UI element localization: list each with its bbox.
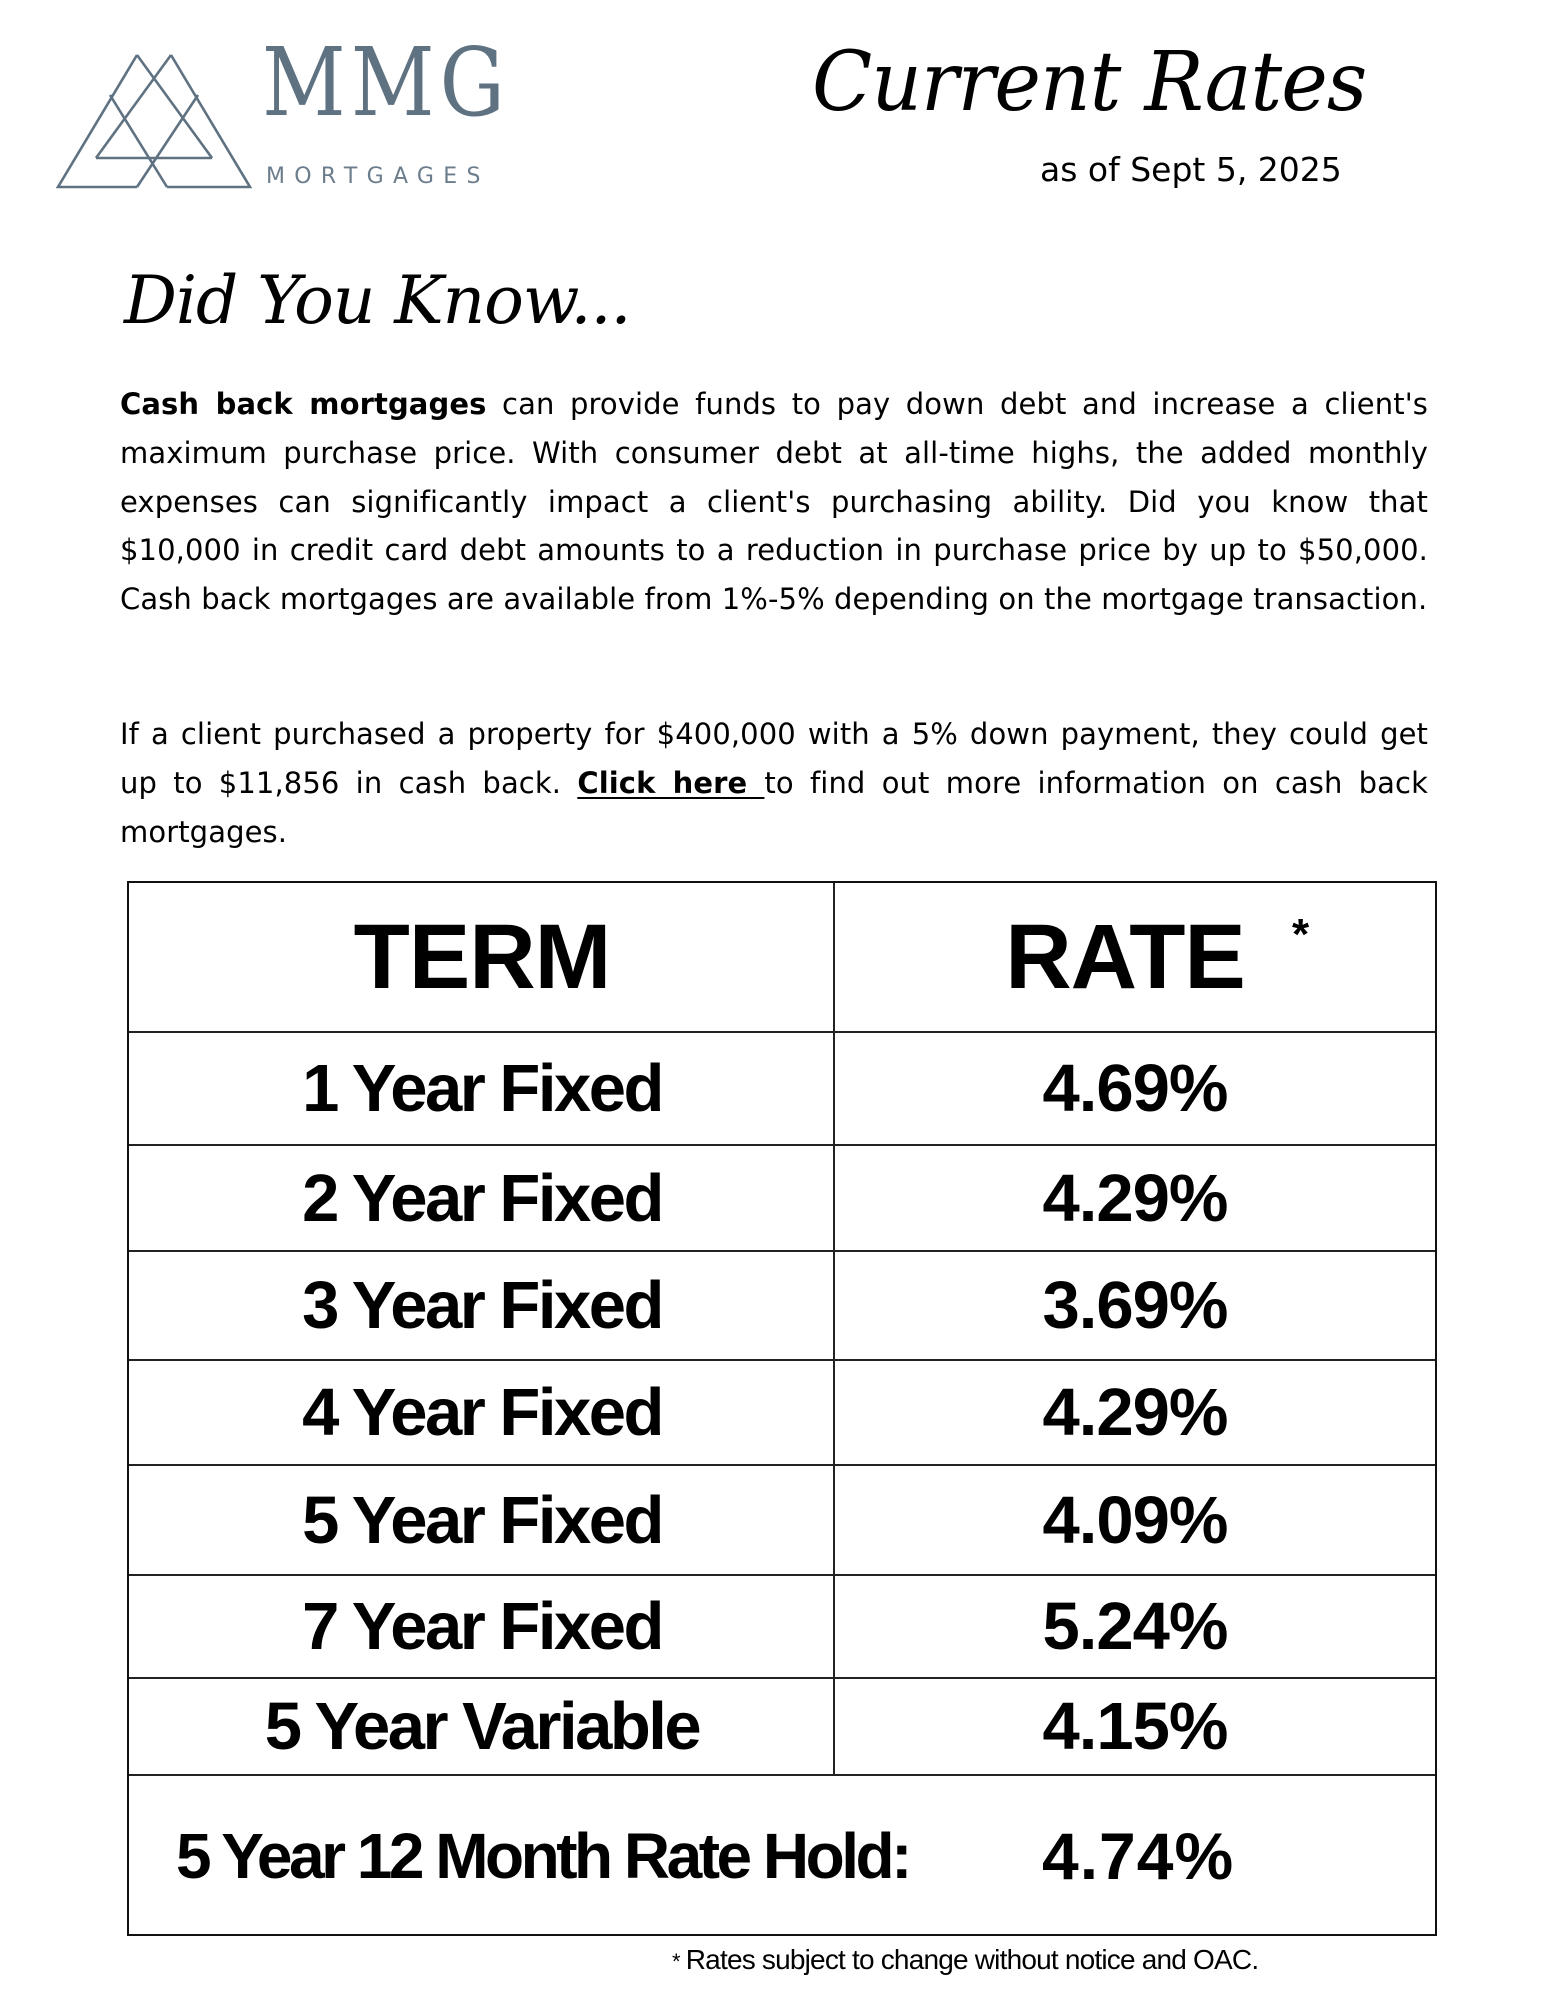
example-paragraph [120, 710, 1428, 856]
rate-cell: 4.29% [1042, 1160, 1228, 1236]
term-cell: 2 Year Fixed [302, 1160, 662, 1236]
brand-logo-mark [54, 50, 254, 192]
table-row [129, 1679, 1435, 1776]
rate-hold-row [129, 1776, 1435, 1936]
as-of-date: as of Sept 5, 2025 [1040, 150, 1342, 189]
table-row [129, 1146, 1435, 1252]
term-cell: 3 Year Fixed [302, 1268, 662, 1343]
footnote-text: Rates subject to change without notice and OAC. [685, 1944, 1259, 1975]
term-cell: 1 Year Fixed [302, 1051, 662, 1126]
table-row [129, 1466, 1435, 1576]
page-title: Current Rates [812, 35, 1367, 130]
click-here-link[interactable]: Click here [577, 765, 765, 800]
table-header-row [129, 883, 1435, 1033]
info-paragraph [120, 380, 1428, 624]
rate-asterisk: * [1292, 910, 1310, 959]
rate-cell: 5.24% [1042, 1589, 1228, 1664]
table-row [129, 1576, 1435, 1679]
term-cell: 4 Year Fixed [302, 1375, 662, 1450]
footnote [672, 1946, 1258, 1974]
header-rate [835, 883, 1435, 1031]
header-term: TERM [353, 905, 611, 1008]
header-rate-label: RATE [1005, 905, 1245, 1008]
rate-cell: 4.15% [1042, 1689, 1228, 1764]
section-heading: Did You Know... [124, 262, 631, 339]
triangles-logo-icon [54, 50, 254, 192]
brand-name: MMG [262, 28, 511, 138]
rate-cell: 4.29% [1042, 1375, 1228, 1450]
rate-hold-value: 4.74% [1042, 1819, 1235, 1893]
paragraph-text: If a client purchased a property for $400,000 with a 5% down payment, they could get up to $11,856 in cash back. [120, 717, 1428, 800]
footnote-marker: * [672, 1949, 680, 1974]
paragraph-text: to find out more information on cash back mortgages. [120, 765, 1428, 849]
rate-cell: 4.09% [1042, 1482, 1228, 1558]
table-row [129, 1252, 1435, 1361]
term-cell: 5 Year Fixed [302, 1482, 662, 1558]
rates-table [127, 881, 1437, 1936]
rate-hold-label: 5 Year 12 Month Rate Hold: [176, 1820, 909, 1892]
term-cell: 5 Year Variable [264, 1689, 700, 1764]
table-row [129, 1033, 1435, 1146]
paragraph-text: can provide funds to pay down debt and increase a client's maximum purchase price. With consumer debt at all-time highs, the added monthly expenses can significantly impact a client's purchasing ability. Did you know that $10,000 in credit card debt amounts to a reduction in purchase price by up to $50,000. Cash back mortgages are available from 1%-5% depending on the mortgage transaction. [120, 387, 1428, 617]
bold-lead: Cash back mortgages [120, 387, 487, 421]
table-row [129, 1361, 1435, 1466]
brand-subtitle: MORTGAGES [266, 164, 490, 189]
rate-cell: 3.69% [1042, 1268, 1228, 1343]
rate-cell: 4.69% [1042, 1051, 1228, 1126]
term-cell: 7 Year Fixed [302, 1589, 662, 1664]
